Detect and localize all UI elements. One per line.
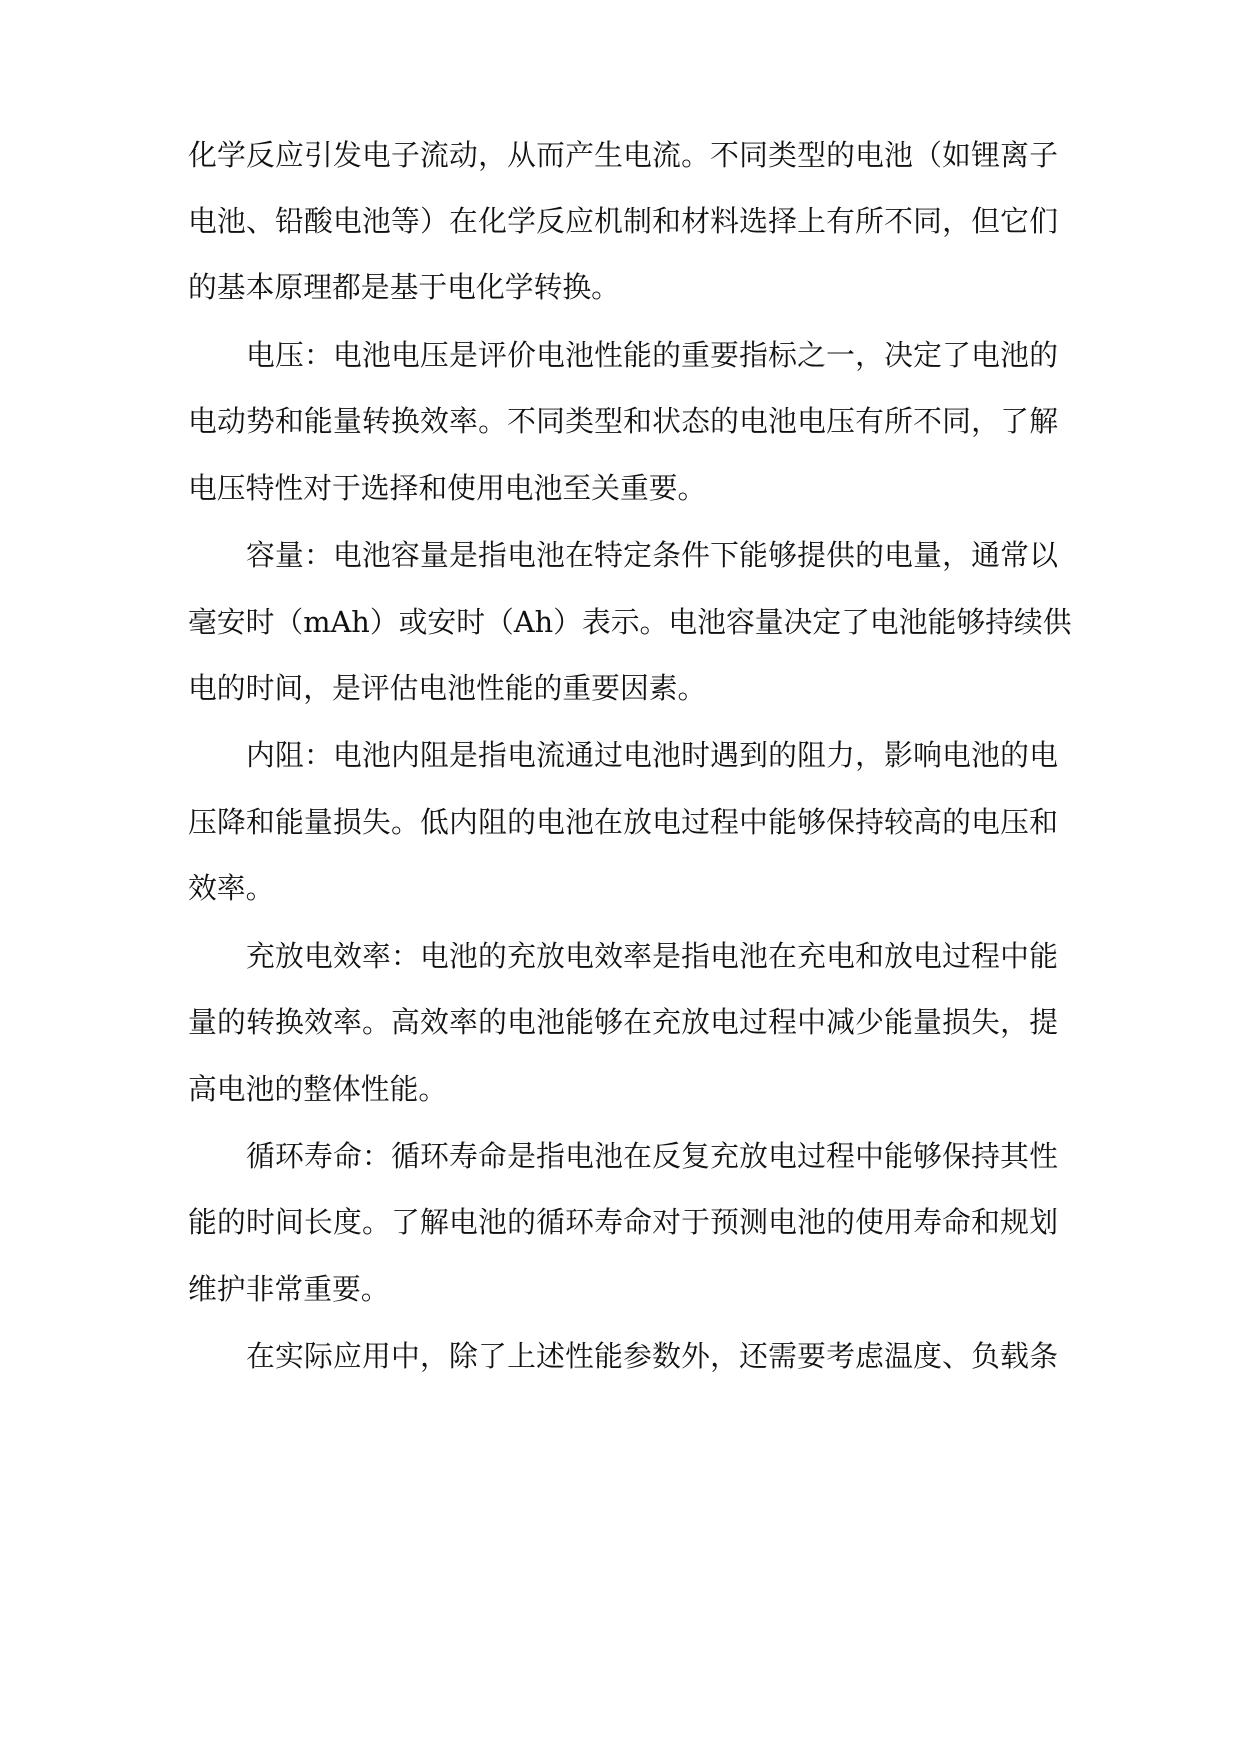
paragraph-application-line-1: 在实际应用中，除了上述性能参数外，还需要考虑温度、负载条	[246, 1339, 1058, 1373]
paragraph-resistance-line-2: 压降和能量损失。低内阻的电池在放电过程中能够保持较高的电压和	[188, 805, 1058, 839]
paragraph-cycle-life-line-3: 维护非常重要。	[188, 1272, 390, 1306]
paragraph-efficiency-line-2: 量的转换效率。高效率的电池能够在充放电过程中减少能量损失，提	[188, 1005, 1058, 1039]
paragraph-efficiency-line-1: 充放电效率：电池的充放电效率是指电池在充电和放电过程中能	[246, 939, 1058, 973]
paragraph-voltage-line-1: 电压：电池电压是评价电池性能的重要指标之一，决定了电池的	[246, 338, 1058, 372]
paragraph-voltage-line-2: 电动势和能量转换效率。不同类型和状态的电池电压有所不同，了解	[188, 404, 1058, 438]
paragraph-cycle-life-line-2: 能的时间长度。了解电池的循环寿命对于预测电池的使用寿命和规划	[188, 1205, 1058, 1239]
paragraph-resistance-line-3: 效率。	[188, 871, 275, 905]
paragraph-capacity-line-2: 毫安时（mAh）或安时（Ah）表示。电池容量决定了电池能够持续供	[188, 605, 1072, 639]
paragraph-1-line-2: 电池、铅酸电池等）在化学反应机制和材料选择上有所不同，但它们	[188, 204, 1058, 238]
paragraph-resistance-line-1: 内阻：电池内阻是指电流通过电池时遇到的阻力，影响电池的电	[246, 738, 1058, 772]
paragraph-1-line-3: 的基本原理都是基于电化学转换。	[188, 270, 620, 304]
paragraph-voltage-line-3: 电压特性对于选择和使用电池至关重要。	[188, 471, 707, 505]
paragraph-capacity-line-3: 电的时间，是评估电池性能的重要因素。	[188, 671, 707, 705]
paragraph-capacity-line-1: 容量：电池容量是指电池在特定条件下能够提供的电量，通常以	[246, 538, 1058, 572]
paragraph-1-line-1: 化学反应引发电子流动，从而产生电流。不同类型的电池（如锂离子	[188, 138, 1058, 172]
paragraph-cycle-life-line-1: 循环寿命：循环寿命是指电池在反复充放电过程中能够保持其性	[246, 1139, 1058, 1173]
paragraph-efficiency-line-3: 高电池的整体性能。	[188, 1072, 448, 1106]
